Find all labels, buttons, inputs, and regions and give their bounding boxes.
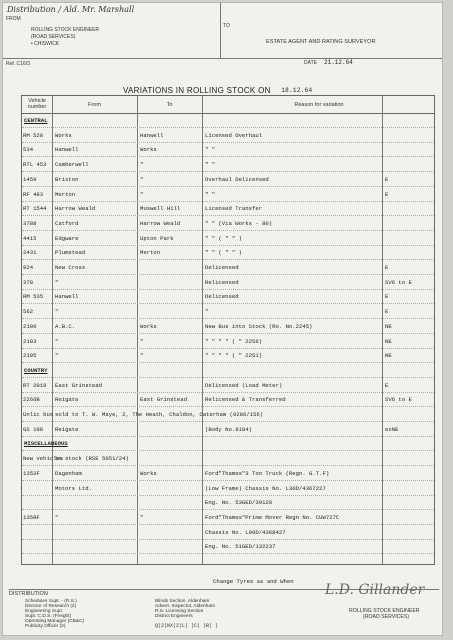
cell-extra: E [385,381,389,389]
cell-vehicle: New vehicles [23,455,64,463]
from-line-2: (ROAD SERVICES) [31,34,76,40]
cell-from: COUNTRY [24,366,48,374]
cell-reason: " " ( " " ) [205,234,242,242]
distribution-right-2: Advert. Inspector, Aldenham [155,604,215,609]
cell-vehicle: Unlic bus [23,411,54,418]
cell-from: Plumstead [55,249,86,257]
cell-from: A.B.C. [55,322,76,330]
distribution-left-4: Supt. C.D.S. (Freight) [25,614,72,619]
cell-from: " [55,278,59,286]
row-rule [22,348,434,349]
cell-reason: Overhaul Delicensed [205,175,269,183]
cell-extra: SV6 to E [385,396,412,404]
cell-to: Works [140,469,157,477]
cell-to: " [140,190,144,198]
to-value: ESTATE AGENT AND RATING SURVEYOR [266,39,376,45]
row-rule [22,450,434,451]
cell-from: Hanwell [55,293,79,301]
cell-vehicle: 4415 [23,234,37,242]
cell-from: " [55,308,59,316]
cell-to: Muswell Hill [140,205,181,213]
cell-from: Harrow Weald [55,205,96,213]
row-rule [22,465,434,466]
cell-to: Hanwell [140,131,164,139]
row-rule [22,377,434,378]
cell-vehicle: 1358F [23,513,40,521]
from-label: FROM [6,16,21,22]
cell-extra: SV6 to E [385,278,412,286]
title-date: 18.12.64 [281,87,313,94]
cell-to: Merton [140,249,161,257]
from-box [3,3,221,67]
row-rule [22,406,434,407]
cell-vehicle: 1352F [23,469,40,477]
row-rule [22,259,434,260]
page-title [123,86,313,95]
handwritten-note: Distribution / Ald. Mr. Marshall [7,5,135,14]
cell-reason: Eng. No. 51GED/132237 [205,543,276,551]
to-label: TO [223,23,230,29]
column-header-reason: Reason for variation [294,102,344,108]
cell-vehicle: 378 [23,278,34,286]
cell-to: Works [140,146,157,154]
cell-extra: exNE [385,425,399,433]
row-rule [22,539,434,540]
cell-extra: E [385,175,389,183]
cell-reason: " " " " ( " 2251) [205,352,263,360]
row-rule [22,245,434,246]
row-rule [22,436,434,437]
distribution-left-2: Director of Research (2) [25,604,77,609]
cell-reason: Eng. No. 53GED/39128 [205,499,273,507]
distribution-codes: Q(2)NX(2)L( )C( )R( ) [155,623,219,629]
cell-extra: E [385,308,389,316]
cell-vehicle: RT 2019 [23,381,47,389]
cell-reason: " " " " ( " 2256) [205,337,263,345]
cell-vehicle: 2266B [23,396,40,404]
cell-vehicle: 1459 [23,175,37,183]
cell-from: Edgware [55,234,79,242]
cell-vehicle: 2431 [23,249,37,257]
row-rule [22,171,434,172]
cell-extra: E [385,264,389,271]
cell-vehicle: RTL 453 [23,161,47,169]
row-rule [22,553,434,554]
cell-from: " [55,352,59,360]
cell-from: Catford [55,219,79,227]
distribution-footer [9,582,439,638]
distribution-left-6: Publicity Officer (2) [25,624,66,629]
cell-to: " [140,513,144,521]
variations-table [21,95,435,565]
cell-to: " [140,161,144,169]
row-rule [22,495,434,496]
from-line-1: ROLLING STOCK ENGINEER [31,27,99,33]
cell-from: to stock (RSE 5051/24) [55,455,129,463]
cell-reason: (Low Frame) Chassis No. L30D/4367227 [205,484,326,492]
cell-reason: " " [205,190,216,198]
cell-vehicle: RM 535 [23,293,44,301]
row-rule [22,186,434,187]
cell-vehicle: RT 1544 [23,205,47,213]
cell-reason: " " ( " " ) [205,249,242,257]
cell-from: New Cross [55,264,86,271]
cell-from: Dagenham [55,469,82,477]
cell-reason: Ford"Thames"Prime Mover Regn No. CUW727C [205,513,340,521]
column-header-to: To [166,102,173,108]
distribution-left-3: Engineering Supt. [25,609,64,614]
cell-reason: " " [205,146,216,154]
row-rule [22,127,434,128]
cell-reason: Licensed Transfer [205,205,263,213]
cell-from: " [55,513,59,521]
row-rule [22,230,434,231]
column-header-from: From [88,102,101,108]
cell-from: Reigate [55,396,79,404]
cell-reason: Delicensed [205,264,239,271]
to-box [220,21,442,66]
cell-from: Works [55,131,72,139]
cell-extra: E [385,190,389,198]
cell-from: Brixton [55,175,79,183]
cell-to: Upton Park [140,234,174,242]
cell-vehicle: RM 528 [23,131,44,139]
cell-from: Camberwell [55,161,89,169]
cell-reason: Licensed Overhaul [205,131,263,139]
distribution-left-5: Operating Manager (CB&C) [25,619,85,624]
from-line-3: • CHISWICK [31,41,60,47]
cell-vehicle: 2100 [23,322,37,330]
row-rule [22,274,434,275]
distribution-right-4: District Engineers [155,614,193,619]
cell-vehicle: 2103 [23,337,37,345]
cell-vehicle: 562 [23,308,34,316]
row-rule [22,215,434,216]
cell-reason: Relicensed & Transferred [205,396,286,404]
cell-from: " [55,337,59,345]
date-value: 21.12.64 [324,59,353,66]
column-header-vehicle: Vehicle number [27,98,47,110]
row-rule [22,201,434,202]
cell-to: " [140,337,144,345]
footnote: Change Tyres as and When [213,578,294,585]
cell-vehicle: GS 198 [23,425,44,433]
distribution-left-1: Schedules Supt. - (R.S.) [25,599,77,604]
cell-reason: Chassis No. L90D/4368427 [205,528,286,536]
row-rule [22,480,434,481]
cell-reason: Relicensed [205,278,239,286]
cell-to: Works [140,322,157,330]
row-rule [22,303,434,304]
cell-to: " [140,352,144,360]
cell-reason: " " [205,161,216,169]
cell-extra: NE [385,352,392,360]
reference: Ref. C16/3 [6,61,30,67]
cell-vehicle: 534 [23,146,34,154]
distribution-label: DISTRIBUTION [9,591,48,597]
cell-reason: Ford"Thames"3 Ton Truck (Regn. G.T.F) [205,469,330,477]
cell-from: MISCELLANEOUS [24,440,68,448]
row-rule [22,509,434,510]
row-rule [22,392,434,393]
row-rule [22,421,434,422]
cell-from: Hanwell [55,146,79,154]
cell-from: CENTRAL [24,117,48,124]
cell-from: Motors Ltd. [55,484,92,492]
signature: L.D. Gillander [325,582,425,598]
cell-vehicle: 924 [23,264,34,271]
header-separator [22,113,434,114]
signature-title-2: (ROAD SERVICES) [363,614,410,620]
cell-vehicle: 2105 [23,352,37,360]
cell-vehicle: 3788 [23,219,37,227]
title-text: VARIATIONS IN ROLLING STOCK ON [123,86,271,95]
cell-reason: " " (Via Works - 80) [205,219,273,227]
distribution-right-1: Blinds Section, Aldenham [155,599,210,604]
signature-title-1: ROLLING STOCK ENGINEER [349,608,420,614]
date-label: DATE [304,60,317,66]
cell-from: Reigate [55,425,79,433]
cell-vehicle: RF 483 [23,190,44,198]
row-rule [22,318,434,319]
cell-from: sold to T. W. Maye, 2, The Heath, Chaldon, Caterham (9286/156) [55,411,264,418]
cell-from: East Grinstead [55,381,102,389]
row-rule [22,524,434,525]
row-rule [22,289,434,290]
row-rule [22,142,434,143]
row-rule [22,362,434,363]
row-rule [22,156,434,157]
cell-reason: Delicensed [205,293,239,301]
cell-to: " [140,175,144,183]
cell-extra: NE [385,337,392,345]
cell-extra: NE [385,322,392,330]
cell-extra: E [385,293,389,301]
row-rule [22,333,434,334]
cell-from: Merton [55,190,76,198]
document-page [2,2,443,636]
cell-reason: (Body No.8184) [205,425,252,433]
distribution-right-3: R.S. Licensing Section [155,609,204,614]
cell-to: Harrow Weald [140,219,181,227]
cell-to: East Grinstead [140,396,187,404]
cell-reason: New Bus into Stock (Ro. No.2245) [205,322,313,330]
cell-reason: Delicensed (Load Meter) [205,381,283,389]
cell-reason: " [205,308,209,316]
